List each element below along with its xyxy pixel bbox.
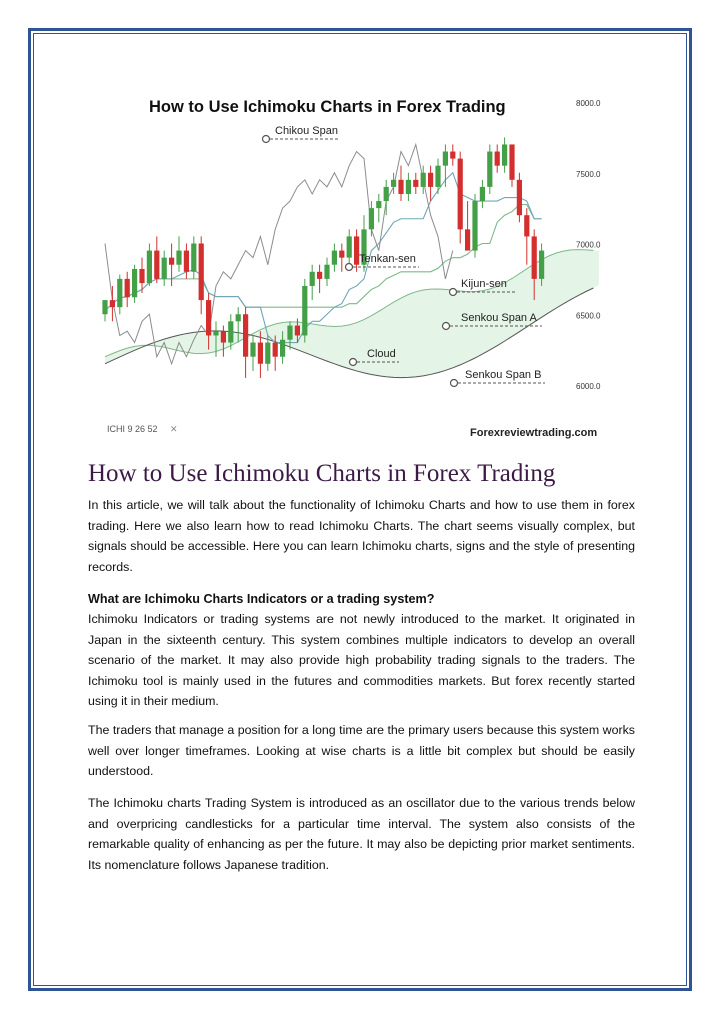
candle-body xyxy=(324,265,329,279)
candle-body xyxy=(102,300,107,314)
cloud-label: Cloud xyxy=(367,348,396,360)
chikou-span-label: Chikou Span xyxy=(275,125,338,137)
paragraph-3: The Ichimoku charts Trading System is introduced as an oscillator due to the various trends below and overpricing candlesticks for a particular time interval. The system also consists of the remarkable quality of enhancing as per the future. It may also be depicting prior market sentiments. Its nomenclature follows Japanese tradition. xyxy=(88,796,635,872)
candle-body xyxy=(502,144,507,165)
candle-body xyxy=(384,187,389,201)
candle-body xyxy=(487,152,492,187)
candle-body xyxy=(450,152,455,159)
candle-body xyxy=(139,269,144,283)
candle-body xyxy=(413,180,418,187)
candle-body xyxy=(428,173,433,187)
candle-body xyxy=(213,331,218,335)
candle-body xyxy=(472,201,477,251)
candle-body xyxy=(435,166,440,187)
indicator-label: ICHI 9 26 52 xyxy=(107,424,158,434)
candle-body xyxy=(236,314,241,321)
article-title: How to Use Ichimoku Charts in Forex Trading xyxy=(88,460,556,487)
candle-body xyxy=(206,300,211,335)
candle-body xyxy=(221,331,226,342)
candle-body xyxy=(398,180,403,194)
indicator-close-icon[interactable]: ✕ xyxy=(170,424,178,434)
candle-body xyxy=(302,286,307,336)
section-heading: What are Ichimoku Charts Indicators or a trading system? xyxy=(88,592,435,606)
candle-body xyxy=(265,343,270,364)
candle-body xyxy=(517,180,522,215)
candle-body xyxy=(532,236,537,278)
candle-body xyxy=(495,152,500,166)
candle-body xyxy=(184,251,189,272)
candle-body xyxy=(147,251,152,284)
y-tick-label: 8000.0 xyxy=(576,99,601,108)
candle-body xyxy=(258,343,263,364)
candle-body xyxy=(332,251,337,265)
candle-body xyxy=(443,152,448,166)
candle-body xyxy=(273,343,278,357)
candle-body xyxy=(191,244,196,272)
tenkan-sen-label: Tenkan-sen xyxy=(359,253,416,265)
paragraph-2: The traders that manage a position for a long time are the primary users because this system works well over longer timeframes. Looking at wise charts is a little bit complex but should be easily understood. xyxy=(88,723,635,778)
candle-body xyxy=(125,279,130,297)
intro-paragraph: In this article, we will talk about the functionality of Ichimoku Charts and how to use them in forex trading. Here we also learn how to read Ichimoku Charts. The chart seems visually complex, but signals should be accessible. Here you can learn Ichimoku charts, signs and the style of presenting records. xyxy=(88,498,635,574)
candle-body xyxy=(243,314,248,356)
y-tick-label: 6500.0 xyxy=(576,311,601,321)
candle-body xyxy=(539,251,544,279)
candle-body xyxy=(287,326,292,340)
candle-body xyxy=(480,187,485,201)
paragraph-1: Ichimoku Indicators or trading systems are not newly introduced to the market. It originated in Japan in the sixteenth century. This system combines multiple indicators to develop an overall scenario of the market. It may also provide high probability trading signals to the traders. The Ichimoku tool is mainly used in the futures and commodities markets. But forex recently started using it in their medium. xyxy=(88,612,635,708)
candle-body xyxy=(117,279,122,307)
candle-body xyxy=(199,244,204,301)
candle-body xyxy=(465,229,470,250)
candle-body xyxy=(524,215,529,236)
candle-body xyxy=(391,180,396,187)
candle-body xyxy=(347,236,352,257)
ichimoku-chart xyxy=(99,86,609,444)
y-tick-label: 6000.0 xyxy=(576,382,601,391)
senkou-span-b-label: Senkou Span B xyxy=(465,369,542,381)
candle-body xyxy=(317,272,322,279)
y-tick-label: 7000.0 xyxy=(576,240,601,250)
candle-body xyxy=(110,300,115,307)
candle-body xyxy=(376,201,381,208)
candle-body xyxy=(509,144,514,179)
y-tick-label: 7500.0 xyxy=(576,169,601,179)
candle-body xyxy=(421,173,426,187)
candle-body xyxy=(406,180,411,194)
candle-body xyxy=(176,251,181,265)
kijun-sen-label: Kijun-sen xyxy=(461,278,507,290)
candle-body xyxy=(132,269,137,297)
candle-body xyxy=(162,258,167,279)
candle-body xyxy=(228,321,233,342)
candle-body xyxy=(458,159,463,230)
watermark: Forexreviewtrading.com xyxy=(470,427,598,439)
candle-body xyxy=(169,258,174,265)
candle-body xyxy=(369,208,374,229)
chart-title: How to Use Ichimoku Charts in Forex Trading xyxy=(149,98,506,116)
candle-body xyxy=(295,326,300,336)
candle-body xyxy=(250,343,255,357)
senkou-span-a-label: Senkou Span A xyxy=(461,312,537,324)
candle-body xyxy=(154,251,159,279)
candle-body xyxy=(339,251,344,258)
candle-body xyxy=(280,340,285,357)
candle-body xyxy=(310,272,315,286)
